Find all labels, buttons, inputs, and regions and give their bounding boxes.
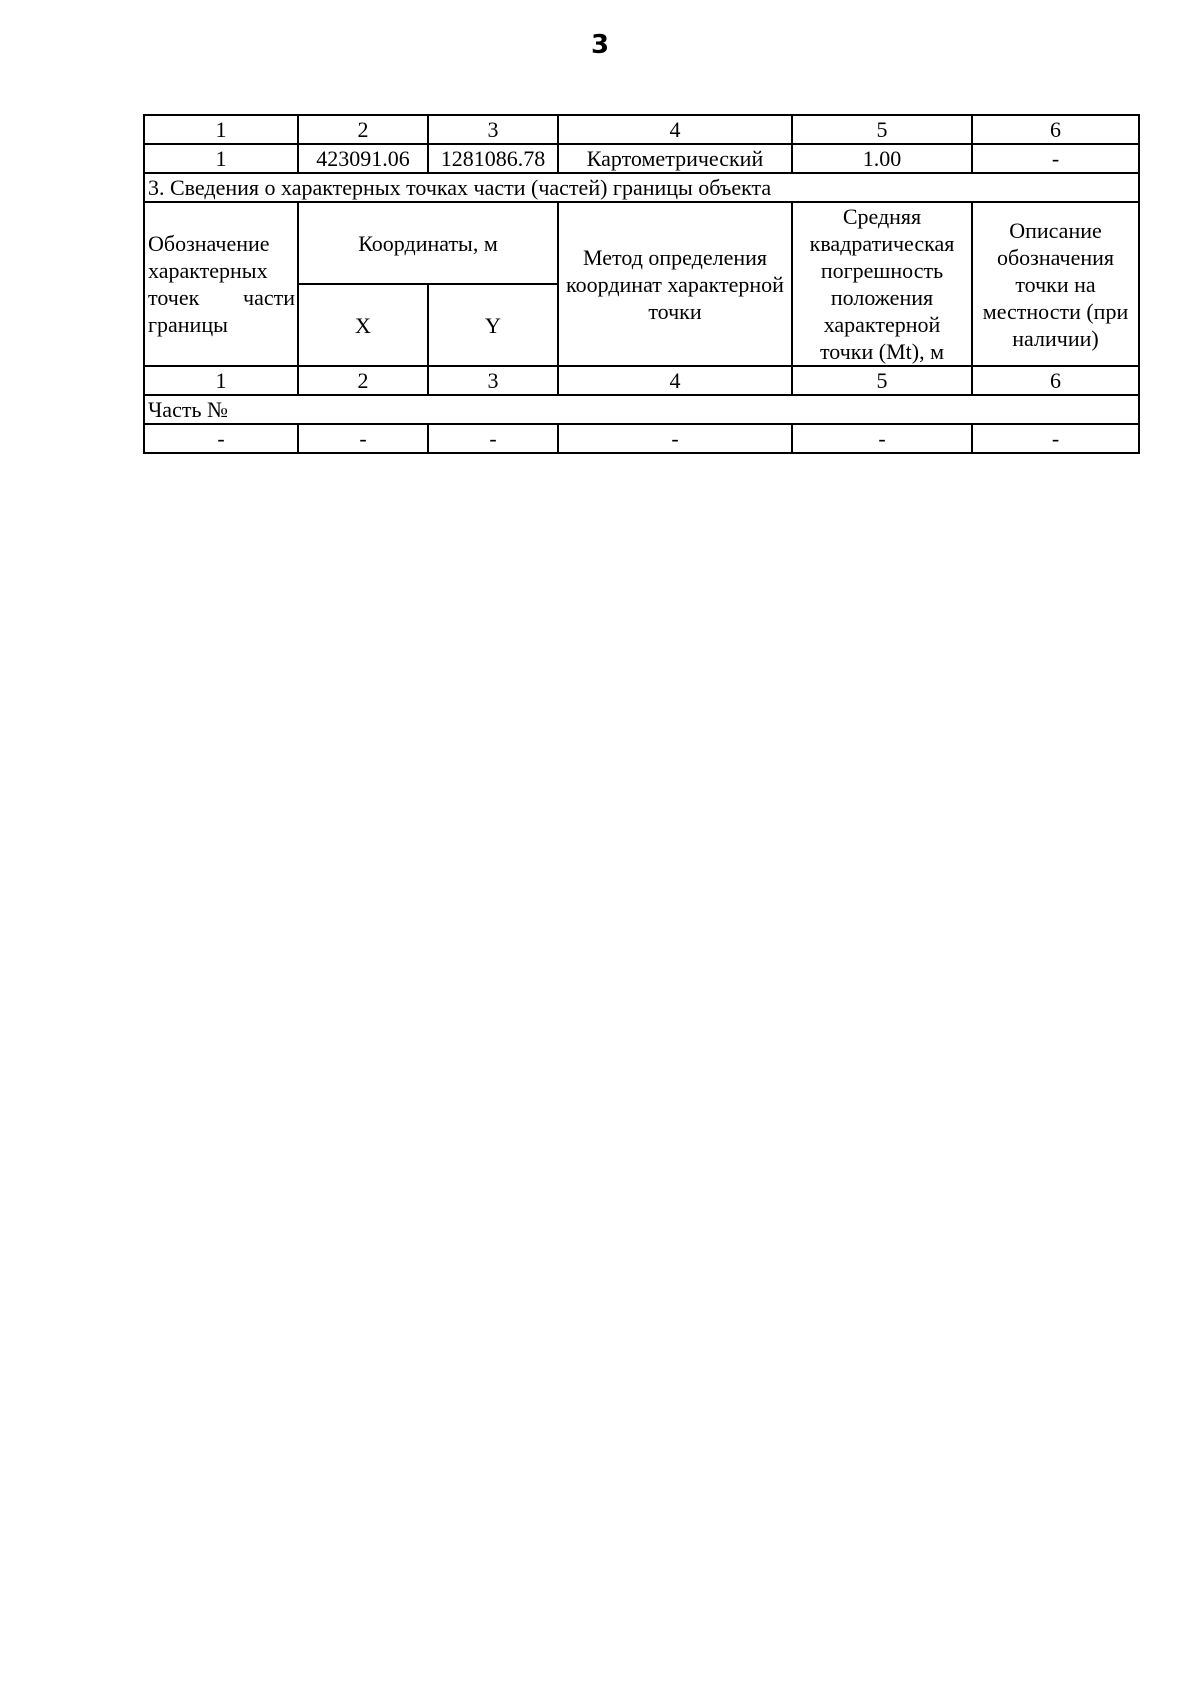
part-label: Часть № [144, 395, 1139, 424]
column-number: 6 [972, 366, 1139, 395]
designation-header: Обозначение характерных точек части границы [144, 202, 298, 366]
description-cell: - [972, 424, 1139, 453]
boundary-points-table [143, 114, 1140, 454]
method-cell: Картометрический [558, 144, 792, 173]
coordinate-x-cell: 423091.06 [298, 144, 428, 173]
coordinate-y-cell: 1281086.78 [428, 144, 558, 173]
header-row [144, 202, 1139, 284]
table-row [144, 144, 1139, 173]
column-number: 5 [792, 115, 972, 144]
column-number: 3 [428, 115, 558, 144]
description-cell: - [972, 144, 1139, 173]
column-number: 2 [298, 115, 428, 144]
coordinates-header: Координаты, м [298, 202, 558, 284]
error-header: Средняя квадратическая погрешность положения характерной точки (Mt), м [792, 202, 972, 366]
method-cell: - [558, 424, 792, 453]
point-designation-cell: 1 [144, 144, 298, 173]
column-number: 3 [428, 366, 558, 395]
error-cell: 1.00 [792, 144, 972, 173]
column-number: 2 [298, 366, 428, 395]
description-header: Описание обозначения точки на местности (при наличии) [972, 202, 1139, 366]
section-title-row [144, 173, 1139, 202]
coordinate-x-cell: - [298, 424, 428, 453]
column-number: 5 [792, 366, 972, 395]
column-number: 4 [558, 115, 792, 144]
part-row [144, 395, 1139, 424]
column-number: 1 [144, 115, 298, 144]
method-header: Метод определения координат характерной точки [558, 202, 792, 366]
point-designation-cell: - [144, 424, 298, 453]
table-row [144, 424, 1139, 453]
y-header: Y [428, 284, 558, 366]
x-header: X [298, 284, 428, 366]
column-number: 1 [144, 366, 298, 395]
section-title: 3. Сведения о характерных точках части (частей) границы объекта [144, 173, 1139, 202]
column-number: 6 [972, 115, 1139, 144]
error-cell: - [792, 424, 972, 453]
top-column-numbers-row [144, 115, 1139, 144]
page-number: 3 [590, 30, 610, 60]
column-numbers-row [144, 366, 1139, 395]
column-number: 4 [558, 366, 792, 395]
coordinate-y-cell: - [428, 424, 558, 453]
